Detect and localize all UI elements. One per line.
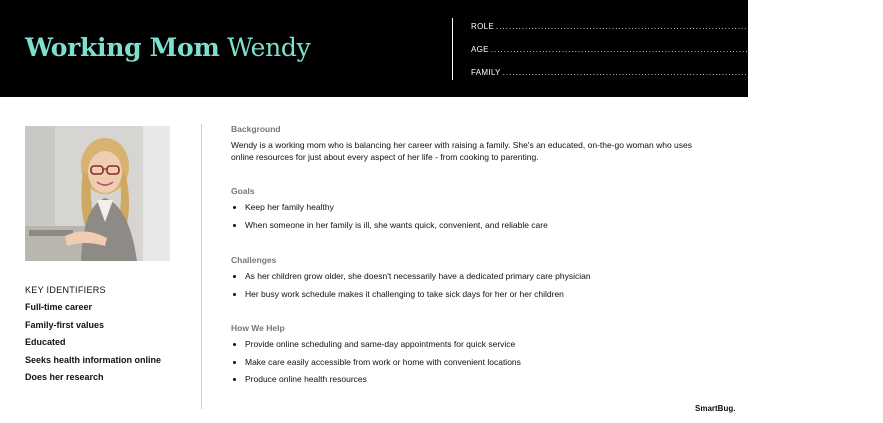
- key-identifier-item: Seeks health information online: [25, 354, 162, 365]
- goal-item: When someone in her family is ill, she wants quick, convenient, and reliable care: [231, 220, 711, 238]
- header-divider: [452, 18, 453, 80]
- persona-first-name: Working Mom: [25, 33, 220, 62]
- stat-label: FAMILY: [471, 68, 501, 77]
- how-we-help-title: How We Help: [231, 323, 285, 333]
- help-item: Provide online scheduling and same-day appointments for quick service: [231, 339, 711, 357]
- challenge-item: As her children grow older, she doesn't necessarily have a dedicated primary care physician: [231, 271, 711, 289]
- persona-stats: [471, 22, 883, 91]
- leader-dots: ........................................................................................: [490, 45, 775, 54]
- how-we-help-list: [231, 339, 711, 392]
- key-identifier-item: Educated: [25, 337, 66, 347]
- background-section: [231, 124, 711, 163]
- leader-dots: ........................................................................................: [496, 22, 780, 31]
- key-identifier-item: Full-time career: [25, 302, 93, 312]
- key-identifier-item: Does her research: [25, 372, 104, 382]
- key-identifier-item: Family-first values: [25, 319, 105, 330]
- persona-photo: [25, 126, 170, 261]
- challenges-title: Challenges: [231, 255, 277, 265]
- stat-role: [471, 22, 883, 45]
- stat-age: [471, 45, 807, 68]
- goal-item: Keep her family healthy: [231, 202, 711, 220]
- persona-photo-illustration: [25, 126, 170, 261]
- stat-value: Kids under 18: [788, 68, 842, 77]
- background-title: Background: [231, 124, 281, 134]
- help-item: Produce online health resources: [231, 374, 711, 392]
- key-identifiers-heading: KEY IDENTIFIERS: [25, 285, 106, 295]
- persona-header: [0, 0, 883, 97]
- stat-label: ROLE: [471, 22, 494, 31]
- persona-last-name: Wendy: [227, 33, 311, 62]
- challenge-item: Her busy work schedule makes it challenging to take sick days for her or her children: [231, 289, 711, 307]
- stat-value: Healthcare decision maker: [781, 22, 883, 31]
- goals-title: Goals: [231, 186, 255, 196]
- stat-value: 30 to 50: [776, 45, 807, 54]
- help-item: Make care easily accessible from work or home with convenient locations: [231, 357, 711, 375]
- persona-title: [25, 33, 310, 62]
- goals-list: [231, 202, 711, 237]
- background-text: Wendy is a working mom who is balancing her career with raising a family. She's an educated, on-the-go woman who uses online resources for just about every aspect of her life - from cooking to parenting.: [231, 140, 693, 162]
- column-divider: [201, 124, 202, 409]
- challenges-section: [231, 255, 711, 306]
- goals-section: [231, 186, 711, 237]
- brand-logo: SmartBug.: [695, 404, 736, 413]
- how-we-help-section: [231, 323, 711, 392]
- stat-family: [471, 68, 842, 91]
- leader-dots: ........................................................................................: [502, 68, 787, 77]
- challenges-list: [231, 271, 711, 306]
- key-identifiers-list: [25, 302, 161, 390]
- stat-label: AGE: [471, 45, 489, 54]
